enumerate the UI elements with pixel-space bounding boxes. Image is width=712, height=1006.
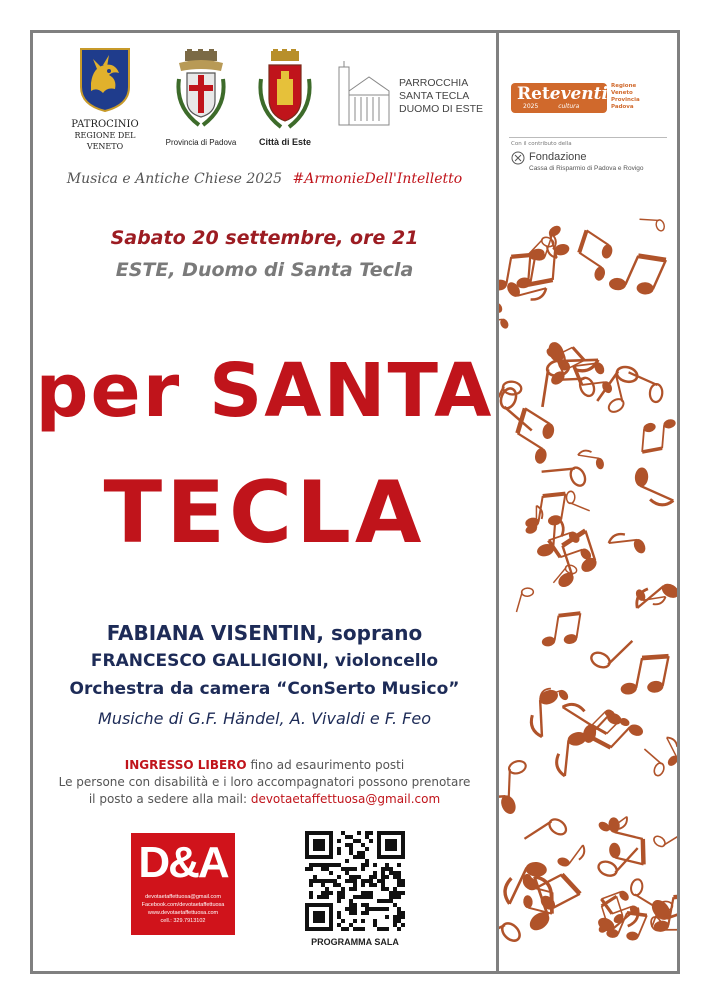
fondazione-name: Fondazione	[529, 151, 587, 163]
entry-availability: fino ad esaurimento posti	[246, 758, 405, 772]
reteventi-org	[611, 83, 640, 111]
brand-line3: www.devotaetaffettuosa.com	[147, 910, 219, 916]
festival-hashtag: #ArmonieDell'Intelletto	[292, 171, 463, 187]
este-coat-of-arms-icon	[257, 49, 313, 133]
entry-email-link[interactable]: devotaetaffettuosa@gmail.com	[250, 792, 441, 806]
title-line1: per SANTA	[35, 348, 494, 434]
brand-mark: D&A	[138, 838, 228, 887]
reteventi-text2: eventi	[549, 84, 608, 104]
reteventi-year: 2025	[523, 103, 539, 110]
entry-line2: Le persone con disabilità e i loro accompagnatori possono prenotare	[58, 775, 471, 789]
este-caption: Città di Este	[258, 137, 311, 147]
music-note-icon	[636, 748, 669, 780]
music-note-icon	[640, 415, 677, 454]
reteventi-org-3: Provincia	[611, 97, 640, 103]
reteventi-org-1: Regione	[611, 83, 637, 89]
fondazione-icon	[511, 151, 525, 165]
brand-line4: cell.: 329.7913102	[160, 918, 206, 924]
lion-of-saint-mark-icon	[79, 47, 131, 113]
brand-line2: Facebook.com/devotaetaffettuosa	[141, 902, 225, 908]
padova-logo	[161, 49, 241, 148]
music-note-icon	[554, 837, 588, 874]
program-qr-block	[303, 831, 407, 947]
veneto-logo	[67, 47, 143, 152]
este-logo	[247, 49, 323, 148]
music-note-icon	[499, 917, 525, 959]
qr-code-icon[interactable]	[305, 831, 405, 931]
padova-coat-of-arms-icon	[173, 49, 229, 133]
music-note-icon	[566, 228, 623, 284]
sponsor-panel	[499, 65, 677, 215]
music-note-icon	[540, 608, 583, 653]
parish-logo	[335, 61, 495, 131]
music-note-icon	[503, 406, 566, 468]
devota-affettuosa-logo	[131, 833, 235, 935]
music-note-icon	[625, 463, 677, 510]
performer-soprano: FABIANA VISENTIN, soprano	[106, 621, 423, 645]
padova-caption: Provincia di Padova	[165, 138, 237, 147]
reteventi-logo	[511, 83, 607, 113]
qr-caption: PROGRAMMA SALA	[311, 937, 399, 947]
reteventi-text1: Ret	[517, 84, 550, 104]
music-note-icon	[515, 585, 536, 616]
reteventi-org-4: Padova	[611, 104, 634, 110]
reteventi-sub: cultura	[558, 103, 580, 110]
music-note-icon	[639, 218, 666, 233]
festival-name: Musica e Antiche Chiese 2025	[66, 171, 283, 187]
veneto-line2: REGIONE DEL VENETO	[74, 131, 136, 151]
music-note-icon	[608, 531, 648, 558]
entry-free: INGRESSO LIBERO	[124, 758, 247, 772]
music-note-icon	[593, 835, 640, 883]
parish-line3: DUOMO DI ESTE	[399, 103, 484, 115]
fondazione-with: Con il contributo della	[511, 141, 572, 147]
sponsor-divider	[509, 137, 667, 138]
performer-cello: FRANCESCO GALLIGIONI, violoncello	[90, 651, 439, 671]
entry-line3	[33, 791, 496, 808]
entry-line1	[33, 757, 496, 774]
parish-line2: SANTA TECLA	[399, 90, 470, 102]
music-note-icon	[587, 702, 647, 762]
music-note-icon	[504, 272, 549, 306]
entry-info	[33, 757, 496, 808]
program-composers: Musiche di G.F. Händel, A. Vivaldi e F. Feo	[98, 709, 431, 728]
music-note-icon	[605, 242, 669, 307]
church-icon	[335, 61, 393, 127]
brand-line1: devotaetaffettuosa@gmail.com	[145, 894, 221, 900]
sidebar-music-pattern	[499, 33, 677, 971]
music-note-icon	[499, 301, 510, 333]
parish-line1: PARROCCHIA	[399, 77, 469, 89]
festival-line	[33, 171, 496, 187]
music-note-icon	[506, 758, 528, 799]
event-date: Sabato 20 settembre, ore 21	[110, 227, 419, 249]
music-note-icon	[618, 648, 671, 704]
fondazione-sub: Cassa di Risparmio di Padova e Rovigo	[529, 165, 644, 172]
reteventi-org-2: Veneto	[611, 90, 633, 96]
entry-mail-prefix: il posto a sedere alla mail:	[88, 792, 251, 806]
event-venue: ESTE, Duomo di Santa Tecla	[115, 259, 414, 281]
music-note-icon	[621, 370, 668, 406]
title-line2: TECLA	[103, 463, 426, 563]
veneto-line1: PATROCINIO	[71, 119, 139, 130]
music-note-icon	[650, 823, 677, 851]
performer-orchestra: Orchestra da camera “ConSerto Musico”	[69, 679, 460, 699]
poster-main	[33, 33, 496, 971]
music-note-icon	[541, 465, 588, 491]
music-note-icon	[562, 489, 594, 513]
music-note-icon	[523, 813, 571, 855]
music-note-icon	[576, 449, 607, 471]
music-note-icon	[530, 687, 562, 737]
music-note-icon	[551, 375, 597, 399]
music-note-icon	[586, 627, 635, 675]
